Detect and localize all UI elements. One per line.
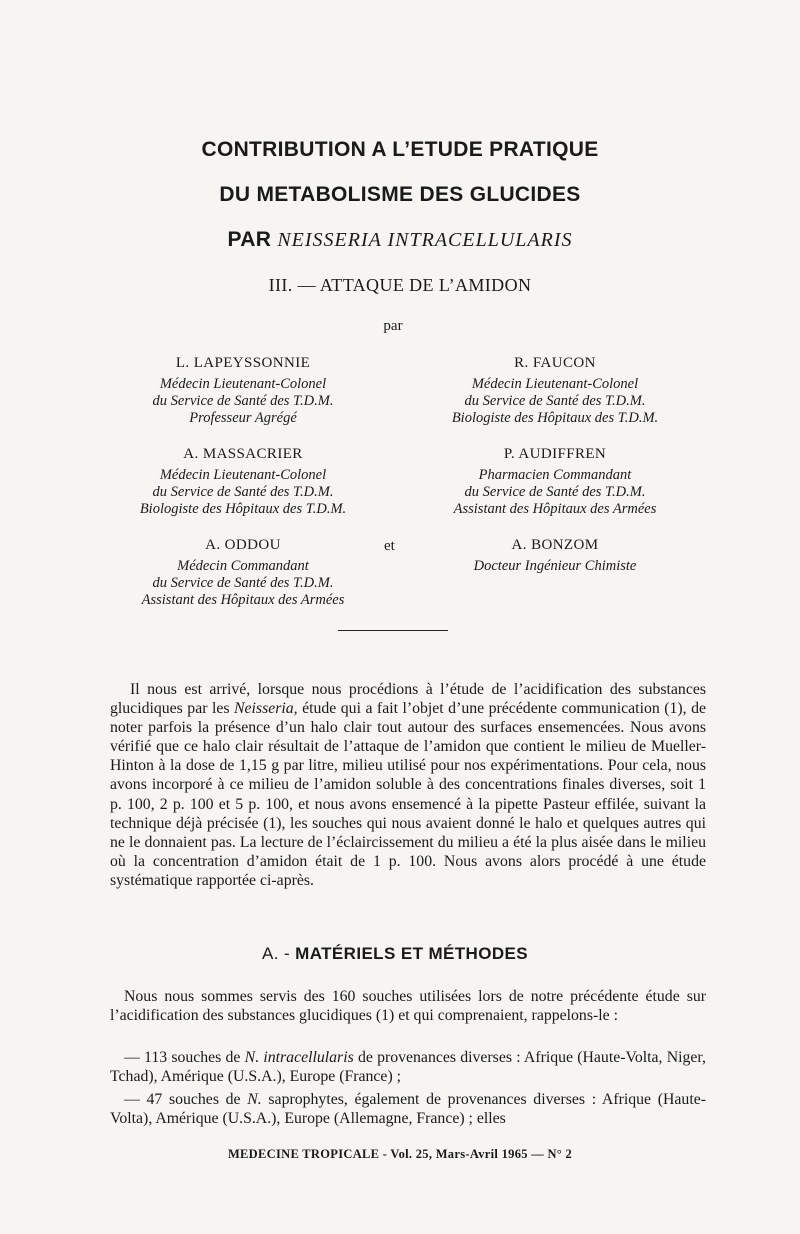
author-name: A. BONZOM <box>511 537 599 553</box>
conjunction: et <box>384 538 395 554</box>
author-title: Médecin Lieutenant-Colonel <box>159 376 327 392</box>
separator-rule <box>338 630 448 631</box>
author-block <box>100 355 386 427</box>
author-title: du Service de Santé des T.D.M. <box>152 484 334 500</box>
title-line-3 <box>0 228 800 252</box>
section-title: MATÉRIELS ET MÉTHODES <box>295 944 529 963</box>
intro-text-2: étude qui a fait l’objet d’une précédente communication (1), de noter parfois la présence d’un halo clair tout autour des surfaces ensemencées. Nous avons vérifié que ce halo clair résultait de l’attaque de l’amidon que contient le milieu de Mueller-Hinton à la dose de 1,15 g par litre, milieu utilisé pour nos expérimentations. Pour cela, nous avons incorporé à ce milieu de l’amidon soluble à des concentrations finales diverses, soit 1 p. 100, 2 p. 100 et 5 p. 100, et nous avons ensemencé à la pipette Pasteur effilée, suivant la technique déjà précisée (1), les souches qui nous avaient donné le halo et quelques autres qui ne le donnaient pas. La lecture de l’éclaircissement du milieu a été la plus aisée dans le milieu où la concentration d’amidon était de 1 p. 100. Nous avons alors procédé à une étude systématique rapportée ci-après. <box>110 700 706 889</box>
author-block <box>412 537 698 575</box>
author-block <box>100 537 386 609</box>
author-name: L. LAPEYSSONNIE <box>175 355 311 371</box>
item-text-2: saprophytes, également de provenances diverses : Afrique (Haute-Volta), Amérique (U.S.A.), Europe (Allemagne, France) ; elles <box>110 1091 706 1128</box>
section-letter: A. - <box>261 944 291 963</box>
author-title: du Service de Santé des T.D.M. <box>464 393 646 409</box>
author-block <box>100 446 386 518</box>
title-line-1: CONTRIBUTION A L’ETUDE PRATIQUE <box>201 138 599 161</box>
author-title: du Service de Santé des T.D.M. <box>152 575 334 591</box>
item-species: N. intracellularis <box>244 1049 354 1066</box>
subtitle: III. — ATTAQUE DE L’AMIDON <box>268 275 532 295</box>
author-name: A. MASSACRIER <box>183 446 303 462</box>
item-text-1: — 113 souches de <box>124 1049 245 1066</box>
item-text-1: — 47 souches de <box>124 1091 248 1108</box>
author-block <box>412 355 698 427</box>
title-par: PAR <box>227 228 272 251</box>
title-organism: NEISSERIA INTRACELLULARIS <box>277 229 573 251</box>
author-title: Professeur Agrégé <box>189 410 297 426</box>
author-title: Biologiste des Hôpitaux des T.D.M. <box>451 410 659 426</box>
author-title: Biologiste des Hôpitaux des T.D.M. <box>139 501 347 517</box>
author-title: du Service de Santé des T.D.M. <box>152 393 334 409</box>
title-line-2: DU METABOLISME DES GLUCIDES <box>219 183 581 206</box>
author-name: R. FAUCON <box>514 355 596 371</box>
journal-footer: MEDECINE TROPICALE - Vol. 25, Mars-Avril 1965 — N° 2 <box>227 1147 573 1161</box>
author-title: Médecin Lieutenant-Colonel <box>159 467 327 483</box>
item-text-2: de provenances diverses : Afrique (Haute-Volta, Niger, Tchad), Amérique (U.S.A.), Europe (France) ; <box>110 1049 706 1086</box>
item-species: N. <box>247 1091 262 1108</box>
author-title: Médecin Lieutenant-Colonel <box>471 376 639 392</box>
methods-item <box>110 1090 706 1128</box>
author-title: du Service de Santé des T.D.M. <box>464 484 646 500</box>
methods-item <box>110 1048 706 1086</box>
methods-paragraph: Nous nous sommes servis des 160 souches utilisées lors de notre précédente étude sur l’acidification des substances glucidiques (1) et qui comprenaient, rappelons-le : <box>110 988 706 1025</box>
author-title: Médecin Commandant <box>177 558 309 574</box>
section-heading <box>0 944 790 964</box>
author-name: A. ODDOU <box>205 537 281 553</box>
intro-paragraph <box>110 680 706 890</box>
author-title: Assistant des Hôpitaux des Armées <box>453 501 657 517</box>
author-title: Pharmacien Commandant <box>478 467 632 483</box>
author-title: Docteur Ingénieur Chimiste <box>473 558 637 574</box>
author-block <box>412 446 698 518</box>
author-title: Assistant des Hôpitaux des Armées <box>141 592 345 608</box>
author-name: P. AUDIFFREN <box>503 446 607 462</box>
intro-genus: Neisseria, <box>233 700 298 718</box>
by-line: par <box>383 318 403 334</box>
intro-text-1: Il nous est arrivé, lorsque nous procédions à l’étude de l’acidification des substances glucidiques par les <box>110 681 706 718</box>
